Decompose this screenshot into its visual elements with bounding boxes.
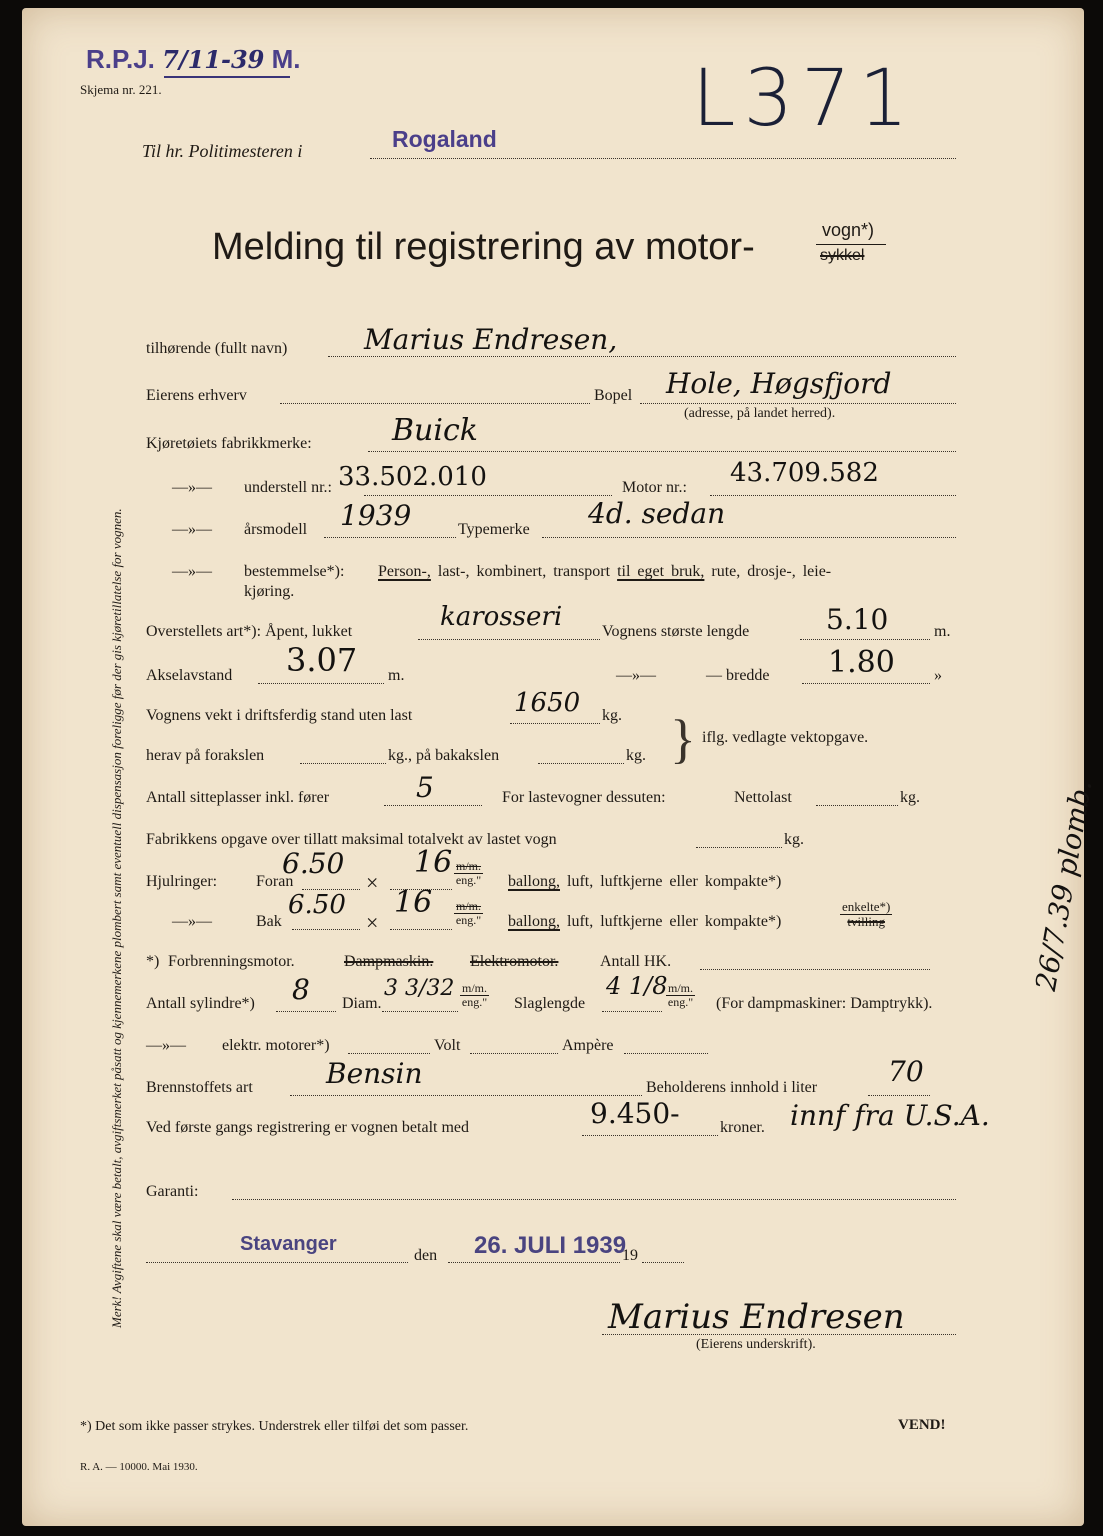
make-value: Buick <box>392 413 478 448</box>
owner-value: Marius Endresen, <box>364 323 618 356</box>
steam-note: (For dampmaskiner: Damptrykk). <box>716 995 933 1012</box>
tires-rear-x: × <box>366 910 379 935</box>
signature-label: (Eierens underskrift). <box>696 1337 816 1352</box>
form-number: Skjema nr. 221. <box>80 82 162 97</box>
ditto-electric: —»— <box>146 1037 186 1054</box>
purpose-eget-bruk: til eget bruk, <box>617 563 705 580</box>
cargo-label: For lastevogner dessuten: <box>502 789 666 806</box>
tires-front-type-luft: luft, <box>567 873 594 890</box>
recipient-line <box>370 158 956 159</box>
diam-unit-eng: eng." <box>461 994 488 1009</box>
weight-value: 1650 <box>514 688 581 718</box>
width-value: 1.80 <box>828 645 895 680</box>
ditto-purpose: —»— <box>172 563 212 580</box>
tires-rear-twin: tvilling <box>847 913 885 929</box>
engine-hp-line <box>700 969 930 970</box>
engine-combustion: Forbrenningsmotor. <box>168 953 295 970</box>
body-line <box>418 639 600 640</box>
net-load-label: Nettolast <box>734 789 792 806</box>
volt-label: Volt <box>434 1037 461 1054</box>
chassis-line <box>364 495 612 496</box>
occupation-line <box>280 403 590 404</box>
address-line <box>640 403 956 404</box>
year-prefix: 19 <box>622 1247 638 1264</box>
stroke-unit-eng: eng." <box>667 994 694 1009</box>
tires-front-type-kompakte: kompakte*) <box>704 873 782 890</box>
type-line <box>542 537 956 538</box>
cylinders-line <box>276 1011 336 1012</box>
payment-line <box>582 1135 718 1136</box>
model-year-line <box>324 537 456 538</box>
fuel-label: Brennstoffets art <box>146 1079 253 1096</box>
body-label: Overstellets art*): Åpent, lukket <box>146 623 353 640</box>
electric-label: elektr. motorer*) <box>222 1037 330 1054</box>
turn-label: VEND! <box>898 1417 946 1433</box>
type-label: Typemerke <box>458 521 530 538</box>
fuel-value: Bensin <box>326 1057 423 1090</box>
front-axle-label: herav på forakslen <box>146 747 265 764</box>
tires-rear-unit <box>454 900 483 926</box>
registry-stamp-label: R.P.J. <box>86 44 155 74</box>
tires-front-unit-eng: eng." <box>455 872 482 887</box>
registry-stamp <box>86 46 301 72</box>
tires-rear-types <box>508 914 781 930</box>
date-stamp: 26. JULI 1939 <box>474 1232 627 1259</box>
seats-line <box>384 805 482 806</box>
make-line <box>368 451 956 452</box>
rear-axle-line <box>538 763 624 764</box>
seats-value: 5 <box>416 771 434 804</box>
address-value: Hole, Høgsfjord <box>666 367 892 400</box>
form-sheet <box>22 8 1099 1526</box>
chassis-label: understell nr.: <box>244 479 332 496</box>
diam-line <box>382 1011 458 1012</box>
payment-value: 9.450- <box>590 1097 680 1130</box>
engine-star: *) <box>146 953 160 970</box>
tank-value: 70 <box>888 1055 924 1088</box>
stamp-underline <box>164 76 290 78</box>
tires-front-type-eller: eller <box>669 873 698 890</box>
length-value: 5.10 <box>826 603 889 636</box>
owner-signature: Marius Endresen <box>608 1297 905 1337</box>
engine-hp-label: Antall HK. <box>600 953 672 970</box>
tires-front-type-ballong: ballong, <box>508 873 560 890</box>
purpose-label: bestemmelse*): <box>244 563 345 580</box>
tires-rear-unit-mm: m/m. <box>456 899 482 913</box>
max-weight-line <box>696 847 782 848</box>
axle-value: 3.07 <box>286 641 358 679</box>
width-label: — bredde <box>706 667 770 684</box>
volt-line <box>470 1053 558 1054</box>
purpose-options <box>378 564 831 580</box>
place-stamp: Stavanger <box>240 1233 337 1255</box>
rear-axle-unit: kg. <box>626 747 646 764</box>
rear-axle-label: kg., på bakakslen <box>388 747 500 764</box>
title-option-vogn: vogn*) <box>822 220 875 240</box>
width-unit: » <box>934 667 942 684</box>
tires-front-x: × <box>366 870 379 895</box>
tank-line <box>868 1095 930 1096</box>
purpose-drosje: drosje-, <box>747 563 796 580</box>
purpose-leie: leie- <box>802 563 832 580</box>
recipient-label: Til hr. Politimesteren i <box>142 141 303 161</box>
body-value: karosseri <box>440 602 563 632</box>
axle-line <box>258 683 384 684</box>
cylinders-value: 8 <box>292 973 310 1006</box>
purpose-person: Person-, <box>378 563 431 580</box>
axle-unit: m. <box>388 667 405 684</box>
axle-label: Akselavstand <box>146 667 233 684</box>
ditto-year: —»— <box>172 521 212 538</box>
tires-rear-type-luftkjerne: luftkjerne <box>600 913 663 930</box>
ditto-width: —»— <box>616 667 656 684</box>
weight-line <box>510 723 600 724</box>
archive-number: L371 <box>692 54 917 144</box>
side-note: Merk! Avgiftene skal være betalt, avgiftsmerket påsatt og kjennemerkene plombert samt eventuell dispensasjon foreligge før der gis kjøretillatelse for vognen. <box>109 508 124 1328</box>
stroke-value: 4 1/8 <box>606 972 668 1000</box>
purpose-line2: kjøring. <box>244 583 295 600</box>
payment-note: innf fra U.S.A. <box>790 1099 990 1132</box>
ditto-tires: —»— <box>172 913 212 930</box>
purpose-transport: transport <box>553 563 611 580</box>
engine-electric: Elektromotor. <box>470 953 559 970</box>
tires-front-unit <box>454 860 483 886</box>
form-title: Melding til registrering av motor- <box>212 226 755 268</box>
title-fraction-line <box>816 244 886 245</box>
make-label: Kjøretøiets fabrikkmerke: <box>146 435 312 452</box>
tires-front-type-luftkjerne: luftkjerne <box>600 873 663 890</box>
registry-stamp-date: 7/11-39 <box>162 45 265 74</box>
diam-label: Diam. <box>342 995 382 1012</box>
seats-label: Antall sitteplasser inkl. fører <box>146 789 330 806</box>
tires-rear-single-twin <box>840 900 892 928</box>
guarantee-line <box>232 1199 956 1200</box>
owner-line <box>328 356 956 357</box>
stroke-unit <box>666 982 695 1008</box>
title-option-sykkel: sykkel <box>820 247 865 264</box>
tires-rear-w-line <box>292 929 360 930</box>
diam-value: 3 3/32 <box>384 976 455 1001</box>
purpose-rute: rute, <box>711 563 741 580</box>
front-axle-line <box>300 763 386 764</box>
engine-steam: Dampmaskin. <box>344 953 434 970</box>
place-line <box>146 1262 408 1263</box>
stroke-unit-mm: m/m. <box>668 981 694 995</box>
payment-unit: kroner. <box>720 1119 765 1136</box>
tires-front-label: Foran <box>256 873 294 890</box>
motor-label: Motor nr.: <box>622 479 687 496</box>
signature-line <box>602 1334 956 1335</box>
guarantee-label: Garanti: <box>146 1183 199 1200</box>
motor-line <box>710 495 956 496</box>
tires-rear-type-eller: eller <box>669 913 698 930</box>
ampere-line <box>624 1053 708 1054</box>
margin-note: 26/7.39 plomb. <box>1029 777 1099 994</box>
model-year-label: årsmodell <box>244 521 308 538</box>
weight-brace: } <box>670 709 696 769</box>
tires-front-types <box>508 874 781 890</box>
weight-label: Vognens vekt i driftsferdig stand uten last <box>146 707 413 724</box>
tires-rear-single: enkelte*) <box>842 899 891 914</box>
cylinders-label: Antall sylindre*) <box>146 995 255 1012</box>
model-year-value: 1939 <box>340 499 412 532</box>
fuel-line <box>290 1095 642 1096</box>
tires-rear-type-kompakte: kompakte*) <box>704 913 782 930</box>
ditto-chassis: —»— <box>172 479 212 496</box>
net-load-unit: kg. <box>900 789 920 806</box>
length-line <box>800 639 930 640</box>
footnote: *) Det som ikke passer strykes. Understrek eller tilføi det som passer. <box>80 1419 469 1434</box>
width-line <box>802 683 930 684</box>
tires-rear-label: Bak <box>256 913 282 930</box>
ampere-label: Ampère <box>562 1037 614 1054</box>
tires-label: Hjulringer: <box>146 873 218 890</box>
date-line <box>448 1262 620 1263</box>
max-weight-unit: kg. <box>784 831 804 848</box>
tires-rear-diameter: 16 <box>394 885 433 920</box>
diam-unit-mm: m/m. <box>462 981 488 995</box>
address-hint: (adresse, på landet herred). <box>684 406 836 421</box>
purpose-kombinert: kombinert, <box>476 563 547 580</box>
occupation-label: Eierens erhverv <box>146 387 247 404</box>
stroke-line <box>602 1011 662 1012</box>
tires-rear-type-luft: luft, <box>567 913 594 930</box>
tires-front-width: 6.50 <box>282 847 345 880</box>
diam-unit <box>460 982 489 1008</box>
print-info: R. A. — 10000. Mai 1930. <box>80 1461 198 1473</box>
tires-rear-d-line <box>390 929 452 930</box>
address-label: Bopel <box>594 387 633 404</box>
tires-rear-type-ballong: ballong, <box>508 913 560 930</box>
tires-rear-unit-eng: eng." <box>455 912 482 927</box>
motor-value: 43.709.582 <box>730 458 879 488</box>
chassis-value: 33.502.010 <box>338 462 487 492</box>
stroke-label: Slaglengde <box>514 995 586 1012</box>
max-weight-label: Fabrikkens opgave over tillatt maksimal totalvekt av lastet vogn <box>146 831 557 848</box>
type-value: 4d. sedan <box>588 497 726 530</box>
tires-front-unit-mm: m/m. <box>456 859 482 873</box>
electric-line <box>348 1053 430 1054</box>
length-unit: m. <box>934 623 951 640</box>
tires-rear-width: 6.50 <box>288 890 346 920</box>
weight-note: iflg. vedlagte vektopgave. <box>702 729 869 746</box>
den-label: den <box>414 1247 438 1264</box>
registry-stamp-suffix: M. <box>271 44 301 74</box>
tank-label: Beholderens innhold i liter <box>646 1079 818 1096</box>
length-label: Vognens største lengde <box>602 623 750 640</box>
payment-label: Ved første gangs registrering er vognen betalt med <box>146 1119 470 1136</box>
owner-label: tilhørende (fullt navn) <box>146 340 288 357</box>
purpose-last: last-, <box>437 563 470 580</box>
tires-front-diameter: 16 <box>414 845 453 880</box>
recipient-value: Rogaland <box>392 126 497 152</box>
year-line <box>642 1262 684 1263</box>
net-load-line <box>816 805 898 806</box>
weight-unit: kg. <box>602 707 622 724</box>
